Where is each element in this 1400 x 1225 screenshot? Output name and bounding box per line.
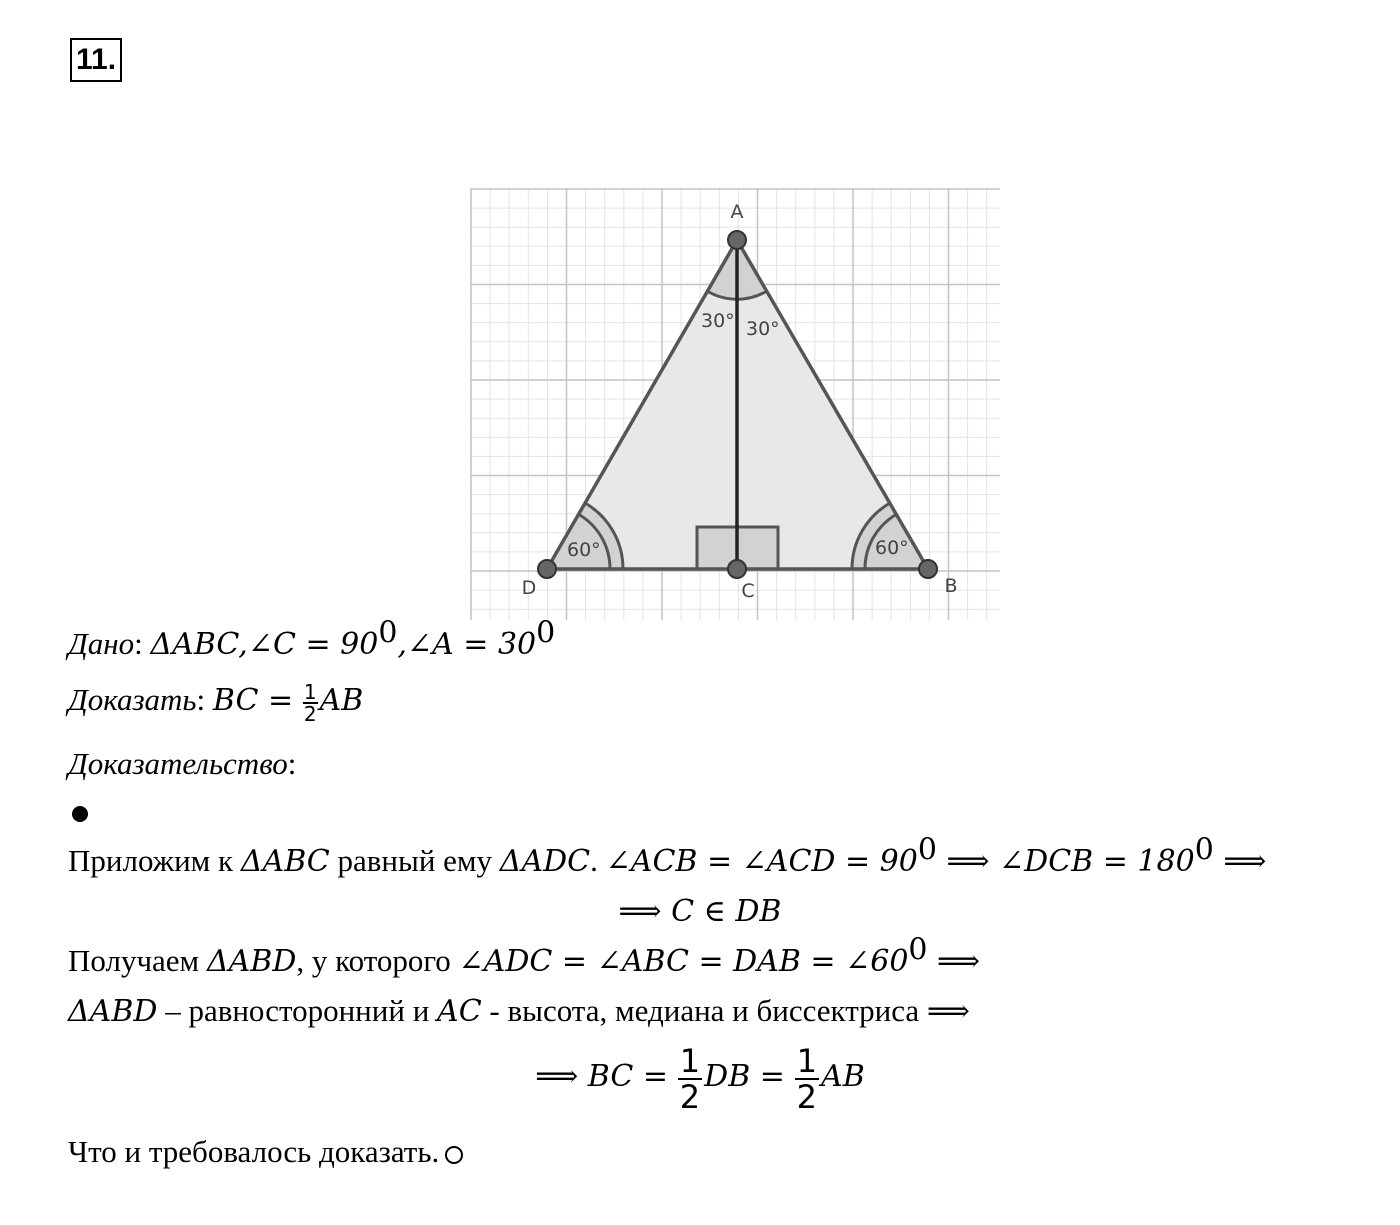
angle-label-top-left: 30° <box>701 310 735 332</box>
step1-line: Приложим к ΔABC равный ему ΔADC. ∠ACB = ∠ACD = $90^0$ ⟹ ∠DCB = $180^0$ ⟹ <box>68 832 1267 879</box>
point-C <box>728 560 746 578</box>
prove-line: Доказать: BC = $\frac{1}{2}$ AB <box>68 680 364 726</box>
proof-label: Доказательство <box>68 746 288 781</box>
given-expr-2: ,∠A = 30 <box>397 627 537 662</box>
end-of-proof-icon <box>445 1146 463 1164</box>
fraction-one-half: $\frac{1}{2}$ <box>303 680 317 726</box>
step4-line: ⟹ BC = $\frac{1}{2}$ DB = $\frac{1}{2}$ AB <box>535 1042 865 1116</box>
fraction-half-2: $\frac{1}{2}$ <box>796 1042 818 1116</box>
point-B <box>919 560 937 578</box>
problem-number: 11. <box>70 38 122 82</box>
angle-label-bottom-left: 60° <box>567 539 601 561</box>
conclusion-line <box>68 1134 463 1170</box>
proof-label-line: Доказательство: <box>68 746 297 781</box>
angle-label-bottom-right: 60° <box>875 537 909 559</box>
given-line: Дано: ΔABC,∠C = $90^0,\angle A = 30^0$ <box>68 615 556 662</box>
given-label: Дано <box>68 626 135 661</box>
angle-label-top-right: 30° <box>746 318 780 340</box>
prove-label: Доказать <box>68 682 197 718</box>
label-C: C <box>741 580 755 602</box>
conclusion-text: Что и требовалось доказать. <box>68 1134 440 1169</box>
step2-line: Получаем ΔABD, у которого ∠ADC = ∠ABC = DAB = $\angle 60^0$ ⟹ <box>68 932 981 979</box>
given-expr-1: ΔABC,∠C = 90 <box>150 627 379 662</box>
point-D <box>538 560 556 578</box>
triangle-figure <box>470 188 1000 620</box>
label-D: D <box>521 577 537 599</box>
point-A <box>728 231 746 249</box>
fraction-half-1: $\frac{1}{2}$ <box>679 1042 701 1116</box>
bullet-icon <box>72 806 88 822</box>
step1b-line: ⟹ C ∈ DB <box>618 894 782 929</box>
step3-line: ΔABD – равносторонний и AC - высота, медиана и биссектриса ⟹ <box>68 993 970 1029</box>
label-B: B <box>944 575 958 597</box>
label-A: A <box>730 201 744 223</box>
